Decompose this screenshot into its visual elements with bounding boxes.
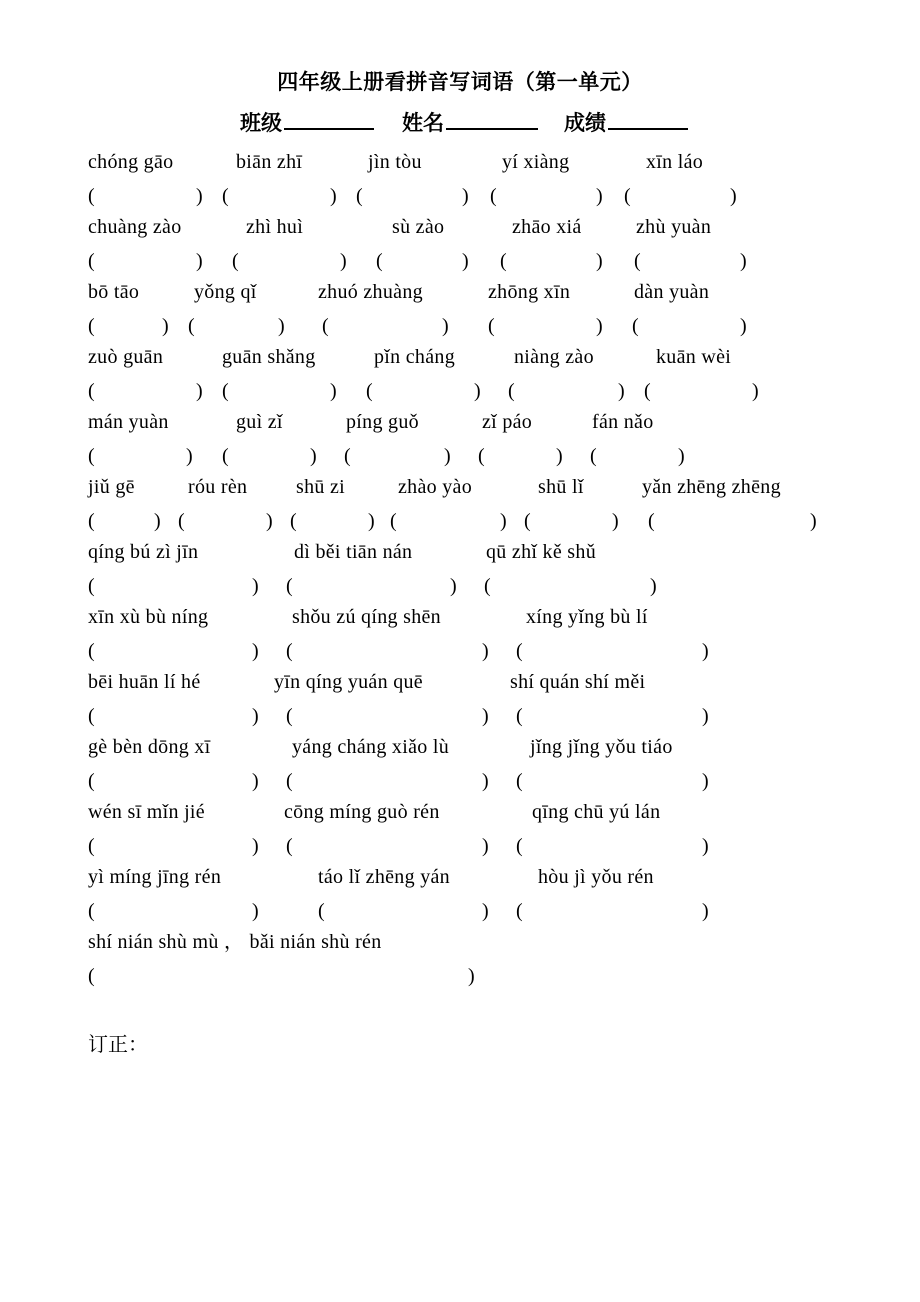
answer-paren-close: ) (368, 510, 375, 532)
answer-paren-open[interactable]: ( (390, 510, 397, 532)
answer-paren-close: ) (482, 640, 489, 662)
answer-paren-open[interactable]: ( (648, 510, 655, 532)
answer-paren-open[interactable]: ( (516, 900, 523, 922)
answer-paren-open[interactable]: ( (624, 185, 631, 207)
pinyin-prompt: shí nián shù mù ， bǎi nián shù rén (88, 931, 382, 953)
answer-paren-close: ) (650, 575, 657, 597)
answer-paren-close: ) (702, 705, 709, 727)
answer-paren-close: ) (330, 380, 337, 402)
answer-paren-open[interactable]: ( (516, 640, 523, 662)
answer-paren-close: ) (196, 250, 203, 272)
answer-paren-open[interactable]: ( (88, 185, 95, 207)
answer-paren-close: ) (618, 380, 625, 402)
pinyin-prompt: qū zhǐ kě shǔ (486, 541, 596, 563)
pinyin-prompt: bēi huān lí hé (88, 671, 201, 693)
answer-paren-close: ) (482, 835, 489, 857)
answer-paren-close: ) (752, 380, 759, 402)
pinyin-prompt: yīn qíng yuán quē (274, 671, 423, 693)
pinyin-prompt: bō tāo (88, 281, 140, 303)
answer-paren-close: ) (810, 510, 817, 532)
correction-label: 订正： (88, 1034, 148, 1056)
answer-paren-open[interactable]: ( (232, 250, 239, 272)
answer-paren-open[interactable]: ( (178, 510, 185, 532)
name-blank[interactable] (446, 106, 538, 130)
score-blank[interactable] (608, 106, 688, 130)
answer-paren-open[interactable]: ( (356, 185, 363, 207)
answer-paren-close: ) (482, 900, 489, 922)
pinyin-prompt: yí xiàng (502, 151, 570, 173)
pinyin-prompt: dì běi tiān nán (294, 541, 413, 563)
answer-paren-open[interactable]: ( (88, 835, 95, 857)
answer-paren-close: ) (556, 445, 563, 467)
answer-paren-open[interactable]: ( (222, 380, 229, 402)
answer-paren-open[interactable]: ( (290, 510, 297, 532)
pinyin-prompt: qíng bú zì jīn (88, 541, 199, 563)
pinyin-prompt: zhào yào (398, 476, 473, 498)
answer-paren-open[interactable]: ( (516, 770, 523, 792)
answer-paren-open[interactable]: ( (478, 445, 485, 467)
pinyin-prompt: shí quán shí měi (510, 671, 646, 693)
pinyin-prompt: zhì huì (246, 216, 304, 238)
pinyin-prompt: yǎn zhēng zhēng (642, 476, 781, 498)
answer-paren-open[interactable]: ( (590, 445, 597, 467)
answer-paren-close: ) (462, 185, 469, 207)
score-field (564, 106, 688, 137)
answer-paren-close: ) (482, 705, 489, 727)
class-label: 班级 (240, 111, 282, 135)
answer-paren-close: ) (340, 250, 347, 272)
answer-paren-open[interactable]: ( (318, 900, 325, 922)
answer-paren-open[interactable]: ( (222, 185, 229, 207)
worksheet-title: 四年级上册看拼音写词语（第一单元） (277, 70, 643, 94)
answer-paren-close: ) (162, 315, 169, 337)
answer-paren-open[interactable]: ( (88, 640, 95, 662)
pinyin-prompt: róu rèn (188, 476, 248, 498)
answer-paren-close: ) (482, 770, 489, 792)
answer-paren-open[interactable]: ( (88, 770, 95, 792)
answer-paren-close: ) (310, 445, 317, 467)
pinyin-prompt: niàng zào (514, 346, 594, 368)
answer-paren-open[interactable]: ( (88, 445, 95, 467)
answer-paren-close: ) (266, 510, 273, 532)
answer-paren-close: ) (474, 380, 481, 402)
answer-paren-open[interactable]: ( (516, 705, 523, 727)
answer-paren-open[interactable]: ( (524, 510, 531, 532)
name-field (402, 106, 538, 137)
pinyin-prompt: chuàng zào (88, 216, 182, 238)
pinyin-prompt: xíng yǐng bù lí (526, 606, 648, 628)
pinyin-prompt: gè bèn dōng xī (88, 736, 211, 758)
pinyin-prompt: píng guǒ (346, 411, 419, 433)
pinyin-prompt: mán yuàn (88, 411, 169, 433)
answer-paren-close: ) (278, 315, 285, 337)
answer-paren-close: ) (730, 185, 737, 207)
answer-paren-open[interactable]: ( (632, 315, 639, 337)
pinyin-prompt: zhù yuàn (636, 216, 712, 238)
pinyin-prompt: jiǔ gē (88, 476, 135, 498)
answer-paren-open[interactable]: ( (88, 510, 95, 532)
answer-paren-close: ) (442, 315, 449, 337)
answer-paren-open[interactable]: ( (286, 575, 293, 597)
answer-paren-open[interactable]: ( (322, 315, 329, 337)
pinyin-prompt: shǒu zú qíng shēn (292, 606, 441, 628)
pinyin-prompt: yáng cháng xiǎo lù (292, 736, 450, 758)
answer-paren-close: ) (678, 445, 685, 467)
answer-paren-close: ) (702, 900, 709, 922)
pinyin-prompt: zhōng xīn (488, 281, 571, 303)
answer-paren-open[interactable]: ( (366, 380, 373, 402)
pinyin-prompt: cōng míng guò rén (284, 801, 440, 823)
pinyin-prompt: jǐng jǐng yǒu tiáo (530, 736, 673, 758)
answer-paren-close: ) (196, 380, 203, 402)
answer-paren-open[interactable]: ( (222, 445, 229, 467)
class-field (240, 106, 374, 137)
answer-paren-open[interactable]: ( (286, 835, 293, 857)
pinyin-prompt: dàn yuàn (634, 281, 710, 303)
answer-paren-close: ) (252, 640, 259, 662)
answer-paren-close: ) (186, 445, 193, 467)
score-label: 成绩 (564, 111, 606, 135)
pinyin-prompt: wén sī mǐn jié (88, 801, 205, 823)
answer-paren-close: ) (702, 770, 709, 792)
answer-paren-close: ) (740, 250, 747, 272)
answer-paren-close: ) (462, 250, 469, 272)
pinyin-prompt: xīn xù bù níng (88, 606, 209, 628)
answer-paren-close: ) (612, 510, 619, 532)
answer-paren-close: ) (596, 185, 603, 207)
pinyin-prompt: sù zào (392, 216, 445, 238)
answer-paren-close: ) (596, 250, 603, 272)
answer-paren-open[interactable]: ( (634, 250, 641, 272)
pinyin-prompt: jìn tòu (368, 151, 422, 173)
answer-paren-close: ) (468, 965, 475, 987)
answer-paren-open[interactable]: ( (516, 835, 523, 857)
answer-paren-open[interactable]: ( (286, 705, 293, 727)
pinyin-prompt: biān zhī (236, 151, 303, 173)
answer-paren-close: ) (500, 510, 507, 532)
class-blank[interactable] (284, 106, 374, 130)
name-label: 姓名 (402, 111, 444, 135)
answer-paren-close: ) (740, 315, 747, 337)
answer-paren-open[interactable]: ( (286, 770, 293, 792)
answer-paren-open[interactable]: ( (490, 185, 497, 207)
pinyin-prompt: kuān wèi (656, 346, 732, 368)
student-info (0, 106, 920, 138)
answer-paren-open[interactable]: ( (500, 250, 507, 272)
pinyin-prompt: zhāo xiá (512, 216, 582, 238)
pinyin-prompt: qīng chū yú lán (532, 801, 661, 823)
pinyin-prompt: hòu jì yǒu rén (538, 866, 654, 888)
pinyin-prompt: guì zǐ (236, 411, 283, 433)
answer-paren-open[interactable]: ( (88, 250, 95, 272)
answer-paren-close: ) (702, 640, 709, 662)
answer-paren-open[interactable]: ( (376, 250, 383, 272)
answer-paren-open[interactable]: ( (508, 380, 515, 402)
answer-paren-open[interactable]: ( (88, 705, 95, 727)
pinyin-prompt: guān shǎng (222, 346, 316, 368)
answer-paren-close: ) (252, 770, 259, 792)
answer-paren-open[interactable]: ( (488, 315, 495, 337)
pinyin-prompt: pǐn cháng (374, 346, 456, 368)
pinyin-prompt: yì míng jīng rén (88, 866, 222, 888)
pinyin-prompt: zuò guān (88, 346, 164, 368)
answer-paren-close: ) (596, 315, 603, 337)
pinyin-prompt: fán nǎo (592, 411, 654, 433)
pinyin-prompt: táo lǐ zhēng yán (318, 866, 450, 888)
answer-paren-open[interactable]: ( (88, 965, 95, 987)
answer-paren-close: ) (252, 900, 259, 922)
pinyin-prompt: shū zi (296, 476, 346, 498)
answer-paren-close: ) (252, 705, 259, 727)
pinyin-prompt: zhuó zhuàng (318, 281, 423, 303)
pinyin-prompt: yǒng qǐ (194, 281, 257, 303)
answer-paren-close: ) (444, 445, 451, 467)
answer-paren-open[interactable]: ( (88, 575, 95, 597)
pinyin-prompt: shū lǐ (538, 476, 584, 498)
pinyin-prompt: zǐ páo (482, 411, 533, 433)
answer-paren-open[interactable]: ( (88, 380, 95, 402)
pinyin-prompt: chóng gāo (88, 151, 174, 173)
answer-paren-open[interactable]: ( (88, 315, 95, 337)
answer-paren-close: ) (252, 575, 259, 597)
answer-paren-close: ) (252, 835, 259, 857)
answer-paren-open[interactable]: ( (188, 315, 195, 337)
answer-paren-open[interactable]: ( (344, 445, 351, 467)
pinyin-prompt: xīn láo (646, 151, 704, 173)
answer-paren-close: ) (196, 185, 203, 207)
answer-paren-close: ) (450, 575, 457, 597)
answer-paren-open[interactable]: ( (286, 640, 293, 662)
answer-paren-open[interactable]: ( (484, 575, 491, 597)
answer-paren-close: ) (154, 510, 161, 532)
answer-paren-close: ) (702, 835, 709, 857)
answer-paren-open[interactable]: ( (88, 900, 95, 922)
answer-paren-close: ) (330, 185, 337, 207)
answer-paren-open[interactable]: ( (644, 380, 651, 402)
